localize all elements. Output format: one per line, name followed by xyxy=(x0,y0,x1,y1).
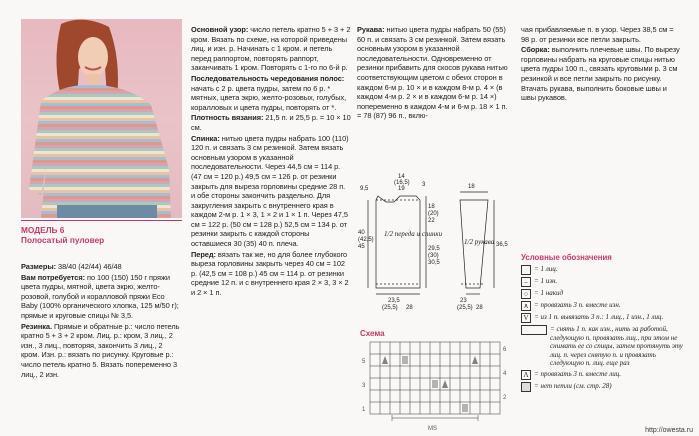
stripes-text: начать с 2 р. цвета пудры, затем по 6 р. * мятных, цвета экрю, желто-розовых, голубых, коралловых и цвета пудры, повторять от *. xyxy=(191,83,347,112)
main-pattern-paragraph xyxy=(191,25,351,73)
density-label: Плотность вязания: xyxy=(191,113,264,123)
front-paragraph xyxy=(191,250,351,298)
legend-item: = нет петли (см. стр. 28) xyxy=(521,382,686,392)
dim-label-30-5: 30,5 xyxy=(428,260,440,266)
sleeves-paragraph xyxy=(357,25,509,121)
assembly-text: выполнить плечевые швы. По вырезу горловины набрать на круговые спицы нитью цвета пудры 100 п., связать круговыми р. 3 см резинкой и все петли закрыть по рисунку. Втачать рукава, выполнить боковые швы и швы рукавов. xyxy=(521,45,680,103)
dim-label-40: 40 xyxy=(358,230,365,236)
sleeve-dim-28: 28 xyxy=(476,305,483,311)
no-stitch-icon xyxy=(521,382,531,392)
rib-text: Прямые и обратные р.: число петель кратно 5 + 3 + 2 кром. Лиц. р.: кром, 3 лиц., 2 изн., 3 лиц., повторяя, закончить 3 лиц., 2 кром. Изн. р.: вязать по рисунку. Круговые р.: число петель кратно 5. Вязать попеременно 3 лиц., 2 изн. xyxy=(21,321,180,379)
legend-item: = 1 лиц. xyxy=(521,265,686,275)
dim-label-16-5: (16,5) xyxy=(394,180,410,186)
yarn-over-icon: ○ xyxy=(521,289,531,299)
legend xyxy=(521,265,686,392)
row-num-4: 4 xyxy=(503,371,507,377)
density-paragraph xyxy=(191,113,351,132)
watermark: http://owesta.ru xyxy=(645,427,693,434)
row-num-2: 2 xyxy=(503,395,507,401)
dim-label-45: 45 xyxy=(358,244,365,250)
front-text: вязать так же, но для более глубокого выреза горловины закрыть через 40 см = 102 р. (42,5 см = 108 р.) 45 см = 114 р. от резинки средние 12 п. и с внутреннего края 2 × 3, 3 × 2 и 2 × 1 п. xyxy=(191,249,349,298)
row-num-5: 5 xyxy=(362,359,366,365)
materials-text: по 100 (150) 150 г пряжи цвета пудры, мятной, цвета экрю, желто-розовой, голубой и коралловой пряжи Eco Baby (100% органического хлопка, 125 м/50 г); прямые и круговые спицы № 3,5. xyxy=(21,272,179,320)
sleeve-dim-23: 23 xyxy=(460,298,467,304)
title-rule xyxy=(21,220,182,221)
dim-label-18: 18 xyxy=(428,204,435,210)
stitch-chart xyxy=(360,340,512,434)
dim-label-29-5: 29,5 xyxy=(428,246,440,252)
dim-label-20: (20) xyxy=(428,211,439,217)
sleeve-dim-18: 18 xyxy=(468,184,475,190)
dim-label-19: 19 xyxy=(398,186,405,192)
sizes-value: 38/40 (42/44) 46/48 xyxy=(56,262,122,271)
dim-label-14: 14 xyxy=(398,174,405,180)
row-num-6: 6 xyxy=(503,347,507,353)
stripes-label: Последовательность чередования полос: xyxy=(191,73,345,83)
sizes-label: Размеры: xyxy=(21,262,56,271)
legend-item: – = 1 изн. xyxy=(521,277,686,287)
sizes-paragraph xyxy=(21,262,182,272)
wrap-stitch-icon xyxy=(521,325,547,335)
dim-label-30: (30) xyxy=(428,253,439,259)
sleeves-label: Рукава: xyxy=(357,25,385,34)
sleeves-text: нитью цвета пудры набрать 50 (55) 60 п. и связать 3 см резинкой. Затем вязать основным узором в указанной последовательности. Одновременно от резинки прибавить для скосов рукава нитью соответствующим цветом с обеих сторон в каждом 6-м р. 10 × и в каждом 8-м р. 4 × (в каждом 4-м р. 2 × и в каждом 6-м р. 14 ×) попеременно в каждом 4-м и 6-м р. 18 × 1 п. = 78 (87) 96 п., вклю- xyxy=(357,25,508,121)
back-text: нитью цвета пудры набрать 100 (110) 120 п. и связать 3 см резинкой. Затем вязать основным узором в указанной последовательности. Через 44,5 см = 114 р. (47 см = 120 р.) 49,5 см = 126 р. от резинки закрыть для выреза горловины средние 28 п. и обе стороны закончить раздельно. Для закругления закрыть с внутреннего края в каждом 2-м р. 1 × 3, 1 × 2 и 1 × 1 п. Через 47,5 см = 122 р. (50 см = 128 р.) 52,5 см = 134 р. от резинки закрыть с каждой стороны оставшиеся 30 (35) 40 п. плеча. xyxy=(191,133,349,249)
model-label: МОДЕЛЬ 6 xyxy=(21,225,65,235)
garment-diagram xyxy=(360,172,510,322)
materials-paragraph xyxy=(21,273,182,321)
legend-item: ∧ = провязать 3 п. вместе изн. xyxy=(521,301,686,311)
density-text: 21,5 п. и 25,5 р. = 10 × 10 см. xyxy=(191,113,351,132)
dim-label-3a: 3 xyxy=(422,182,426,188)
knit-symbol-icon xyxy=(521,265,531,275)
dim-label-9-5: 9,5 xyxy=(360,186,369,192)
front-back-label: 1/2 переда и спинки xyxy=(384,230,443,238)
dim-label-28: 28 xyxy=(406,305,413,311)
column-1 xyxy=(21,262,182,380)
stripes-paragraph xyxy=(191,74,351,112)
purl3tog-icon: ∧ xyxy=(521,301,531,311)
back-label: Спинка: xyxy=(191,133,220,143)
knit3tog-icon: Λ xyxy=(521,370,531,380)
continuation-paragraph: чая прибавляемые п. в узор. Через 38,5 см = 98 р. от резинки все петли закрыть. xyxy=(521,25,674,44)
dim-label-25-5: (25,5) xyxy=(382,305,398,311)
front-label: Перед: xyxy=(191,249,216,259)
ms-label: MS xyxy=(428,426,437,432)
dim-label-22: 22 xyxy=(428,218,435,224)
row-num-3: 3 xyxy=(362,383,366,389)
legend-item: V = из 1 п. вывязать 3 п.: 1 лиц., 1 изн., 1 лиц. xyxy=(521,313,686,323)
model-title-block xyxy=(21,225,104,245)
main-pattern-label: Основной узор: xyxy=(191,25,249,34)
front-back-outline xyxy=(376,196,420,288)
main-pattern-text: число петель кратно 5 + 3 + 2 кром. Вязать по схеме, на которой приведены лиц. и изн. р. Начинать с 1 кром. и петель перед раппортом, повторять раппорт, заканчивать 1 кром. Повторять с 1-го по 6-й р. xyxy=(191,25,351,73)
materials-label: Вам потребуется: xyxy=(21,272,86,282)
dim-label-23-5: 23,5 xyxy=(388,298,400,304)
model-title: Полосатый пуловер xyxy=(21,235,105,245)
legend-item: Λ = провязать 3 п. вместе лиц. xyxy=(521,370,686,380)
sleeve-label: 1/2 рукава xyxy=(464,238,495,246)
model-illustration xyxy=(21,19,182,218)
rib-label: Резинка. xyxy=(21,321,52,331)
back-paragraph xyxy=(191,134,351,249)
row-num-1: 1 xyxy=(362,407,366,413)
assembly-paragraph xyxy=(521,45,683,103)
increase-icon: V xyxy=(521,313,531,323)
rib-paragraph xyxy=(21,322,182,380)
legend-item: ○ = 1 накид xyxy=(521,289,686,299)
legend-title: Условные обозначения xyxy=(521,253,612,262)
assembly-label: Сборка: xyxy=(521,45,550,55)
column-4 xyxy=(521,25,683,104)
sleeve-dim-25-5: (25,5) xyxy=(457,305,473,311)
sleeve-dim-36-5: 36,5 xyxy=(496,242,508,248)
dim-label-42-5: (42,5) xyxy=(358,237,374,243)
schema-title: Схема xyxy=(360,329,385,338)
legend-item: = снять 1 п. как изн., нить за работой, следующую п. провязать лиц., при этом не снимать ее со спицы, затем протянуть эту лиц. п. через снятую п. и провязать следующую п. лиц. еще раз xyxy=(521,325,686,368)
purl-symbol-icon: – xyxy=(521,277,531,287)
model-photo xyxy=(21,19,182,218)
column-2 xyxy=(191,25,351,299)
column-3 xyxy=(357,25,509,122)
